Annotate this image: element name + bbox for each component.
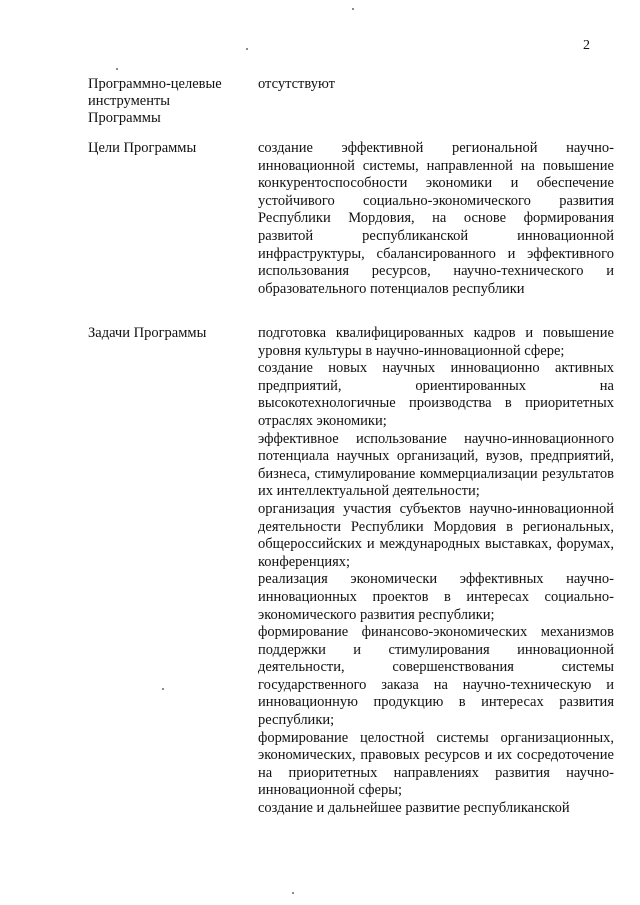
row-paragraph: эффективное использование научно-инновационного потенциала научных организаций, вузов, предприятий, бизнеса, стимулирование коммерциализации результатов их интеллектуальной деятельности; — [258, 430, 614, 500]
row-paragraph: подготовка квалифицированных кадров и повышение уровня культуры в научно-инновационной сфере; — [258, 325, 614, 359]
scan-speck — [246, 48, 248, 50]
row-paragraph: создание и дальнейшее развитие республиканской — [258, 800, 570, 817]
row-value-goals — [258, 140, 614, 298]
row-paragraph: формирование финансово-экономических механизмов поддержки и стимулирования инновационной деятельности, совершенствования системы государственного заказа на научно-техническую и инновационную продукцию в интересах развития республики; — [258, 624, 614, 729]
row-paragraph: создание эффективной региональной научно-инновационной системы, направленной на повышение конкурентоспособности экономики и обеспечение устойчивого социально-экономического развития Республики Мордовия, на основе формирования развитой республиканской инновационной инфраструктуры, сбалансированного и эффективного использования ресурсов, научно-технического и образовательного потенциалов республики — [258, 140, 614, 297]
row-paragraph: реализация экономически эффективных научно-инновационных проектов в интересах социально-экономического развития республики; — [258, 571, 614, 623]
row-label-goals: Цели Программы — [88, 140, 197, 156]
row-paragraph: отсутствуют — [258, 76, 335, 92]
row-label-instruments: Программно-целевые инструменты Программы — [88, 76, 222, 126]
row-paragraph: организация участия субъектов научно-инновационной деятельности Республики Мордовия в региональных, общероссийских и международных выставках, форумах, конференциях; — [258, 500, 614, 570]
scan-speck — [292, 892, 294, 894]
row-paragraph: формирование целостной системы организационных, экономических, правовых ресурсов и их сосредоточение на приоритетных направлениях развития научно-инновационной сферы; — [258, 729, 614, 799]
row-value-instruments — [258, 76, 614, 94]
scan-speck — [352, 8, 354, 10]
page-number: 2 — [583, 38, 590, 53]
scan-speck — [116, 68, 118, 70]
row-label-tasks: Задачи Программы — [88, 325, 207, 341]
scan-speck — [162, 688, 164, 690]
row-paragraph: создание новых научных инновационно активных предприятий, ориентированных на высокотехнологичные производства в приоритетных отраслях экономики; — [258, 360, 614, 429]
row-value-tasks — [258, 325, 614, 818]
